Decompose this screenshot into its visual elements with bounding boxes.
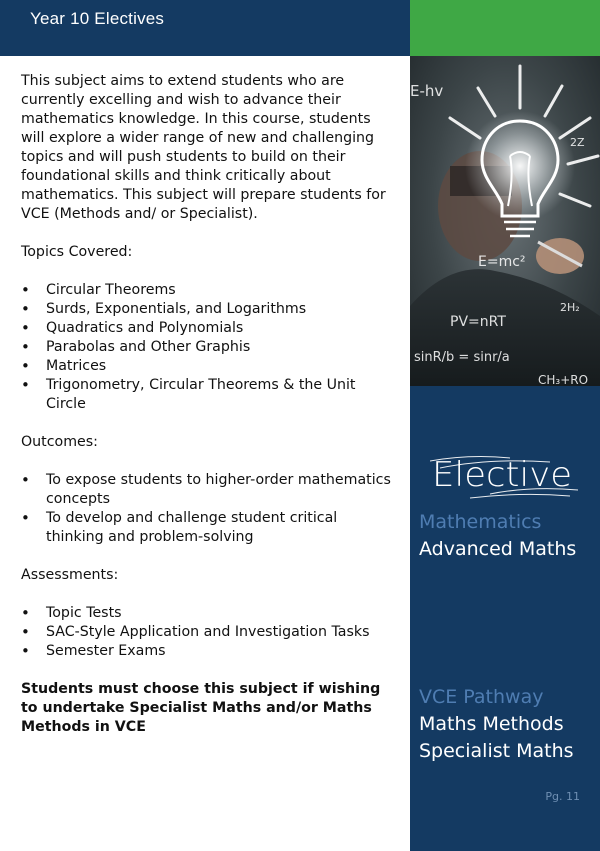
pathway-item: Specialist Maths [419, 740, 574, 762]
list-item: • Topic Tests [21, 604, 396, 623]
list-item: • Surds, Exponentials, and Logarithms [21, 300, 396, 319]
assessments-heading: Assessments: [21, 567, 119, 583]
list-item: • Circular Theorems [21, 281, 396, 300]
lightbulb-formula-photo-icon [410, 56, 600, 386]
formula-text: E-hv [410, 82, 444, 100]
elective-logo-text: Elective [432, 455, 572, 495]
formula-text: 2H₂ [560, 301, 580, 314]
list-item: • Semester Exams [21, 642, 396, 661]
formula-text: 2Z [570, 136, 585, 149]
list-item: • To expose students to higher-order mathematics concepts [21, 471, 396, 509]
list-item: • Quadratics and Polynomials [21, 319, 396, 338]
elective-logo [430, 446, 580, 506]
header-bar [0, 0, 410, 56]
formula-text: E=mc² [478, 254, 526, 270]
lightbulb-formula-photo [410, 56, 600, 386]
topics-list [21, 281, 396, 414]
pathway-label: VCE Pathway [419, 686, 544, 708]
page-title: Year 10 Electives [30, 9, 165, 28]
list-item: • SAC-Style Application and Investigation Tasks [21, 623, 396, 642]
formula-text: sinR/b = sinr/a [414, 350, 510, 365]
main-content [21, 72, 396, 737]
intro-paragraph: This subject aims to extend students who are currently excelling and wish to advance their mathematics knowledge. In this course, students will explore a wider range of new and challenging topics and will push students to build on their foundational skills and think critically about mathematics. This subject will prepare students for VCE (Methods and/ or Specialist). [21, 73, 386, 222]
pathway-item: Maths Methods [419, 713, 564, 735]
requirement-note: Students must choose this subject if wishing to undertake Specialist Maths and/or Maths Methods in VCE [21, 681, 381, 735]
list-item: • To develop and challenge student critical thinking and problem-solving [21, 509, 396, 547]
formula-text: PV=nRT [450, 314, 506, 330]
outcomes-heading: Outcomes: [21, 434, 98, 450]
header-accent [410, 0, 600, 56]
list-item: • Trigonometry, Circular Theorems & the Unit Circle [21, 376, 396, 414]
assessments-list [21, 604, 396, 661]
category-label: Mathematics [419, 511, 542, 533]
topics-heading: Topics Covered: [21, 244, 133, 260]
page-number: Pg. 11 [545, 790, 580, 803]
list-item: • Parabolas and Other Graphis [21, 338, 396, 357]
outcomes-list [21, 471, 396, 547]
formula-text: CH₃+RO [538, 373, 589, 386]
list-item: • Matrices [21, 357, 396, 376]
subject-name: Advanced Maths [419, 538, 577, 560]
